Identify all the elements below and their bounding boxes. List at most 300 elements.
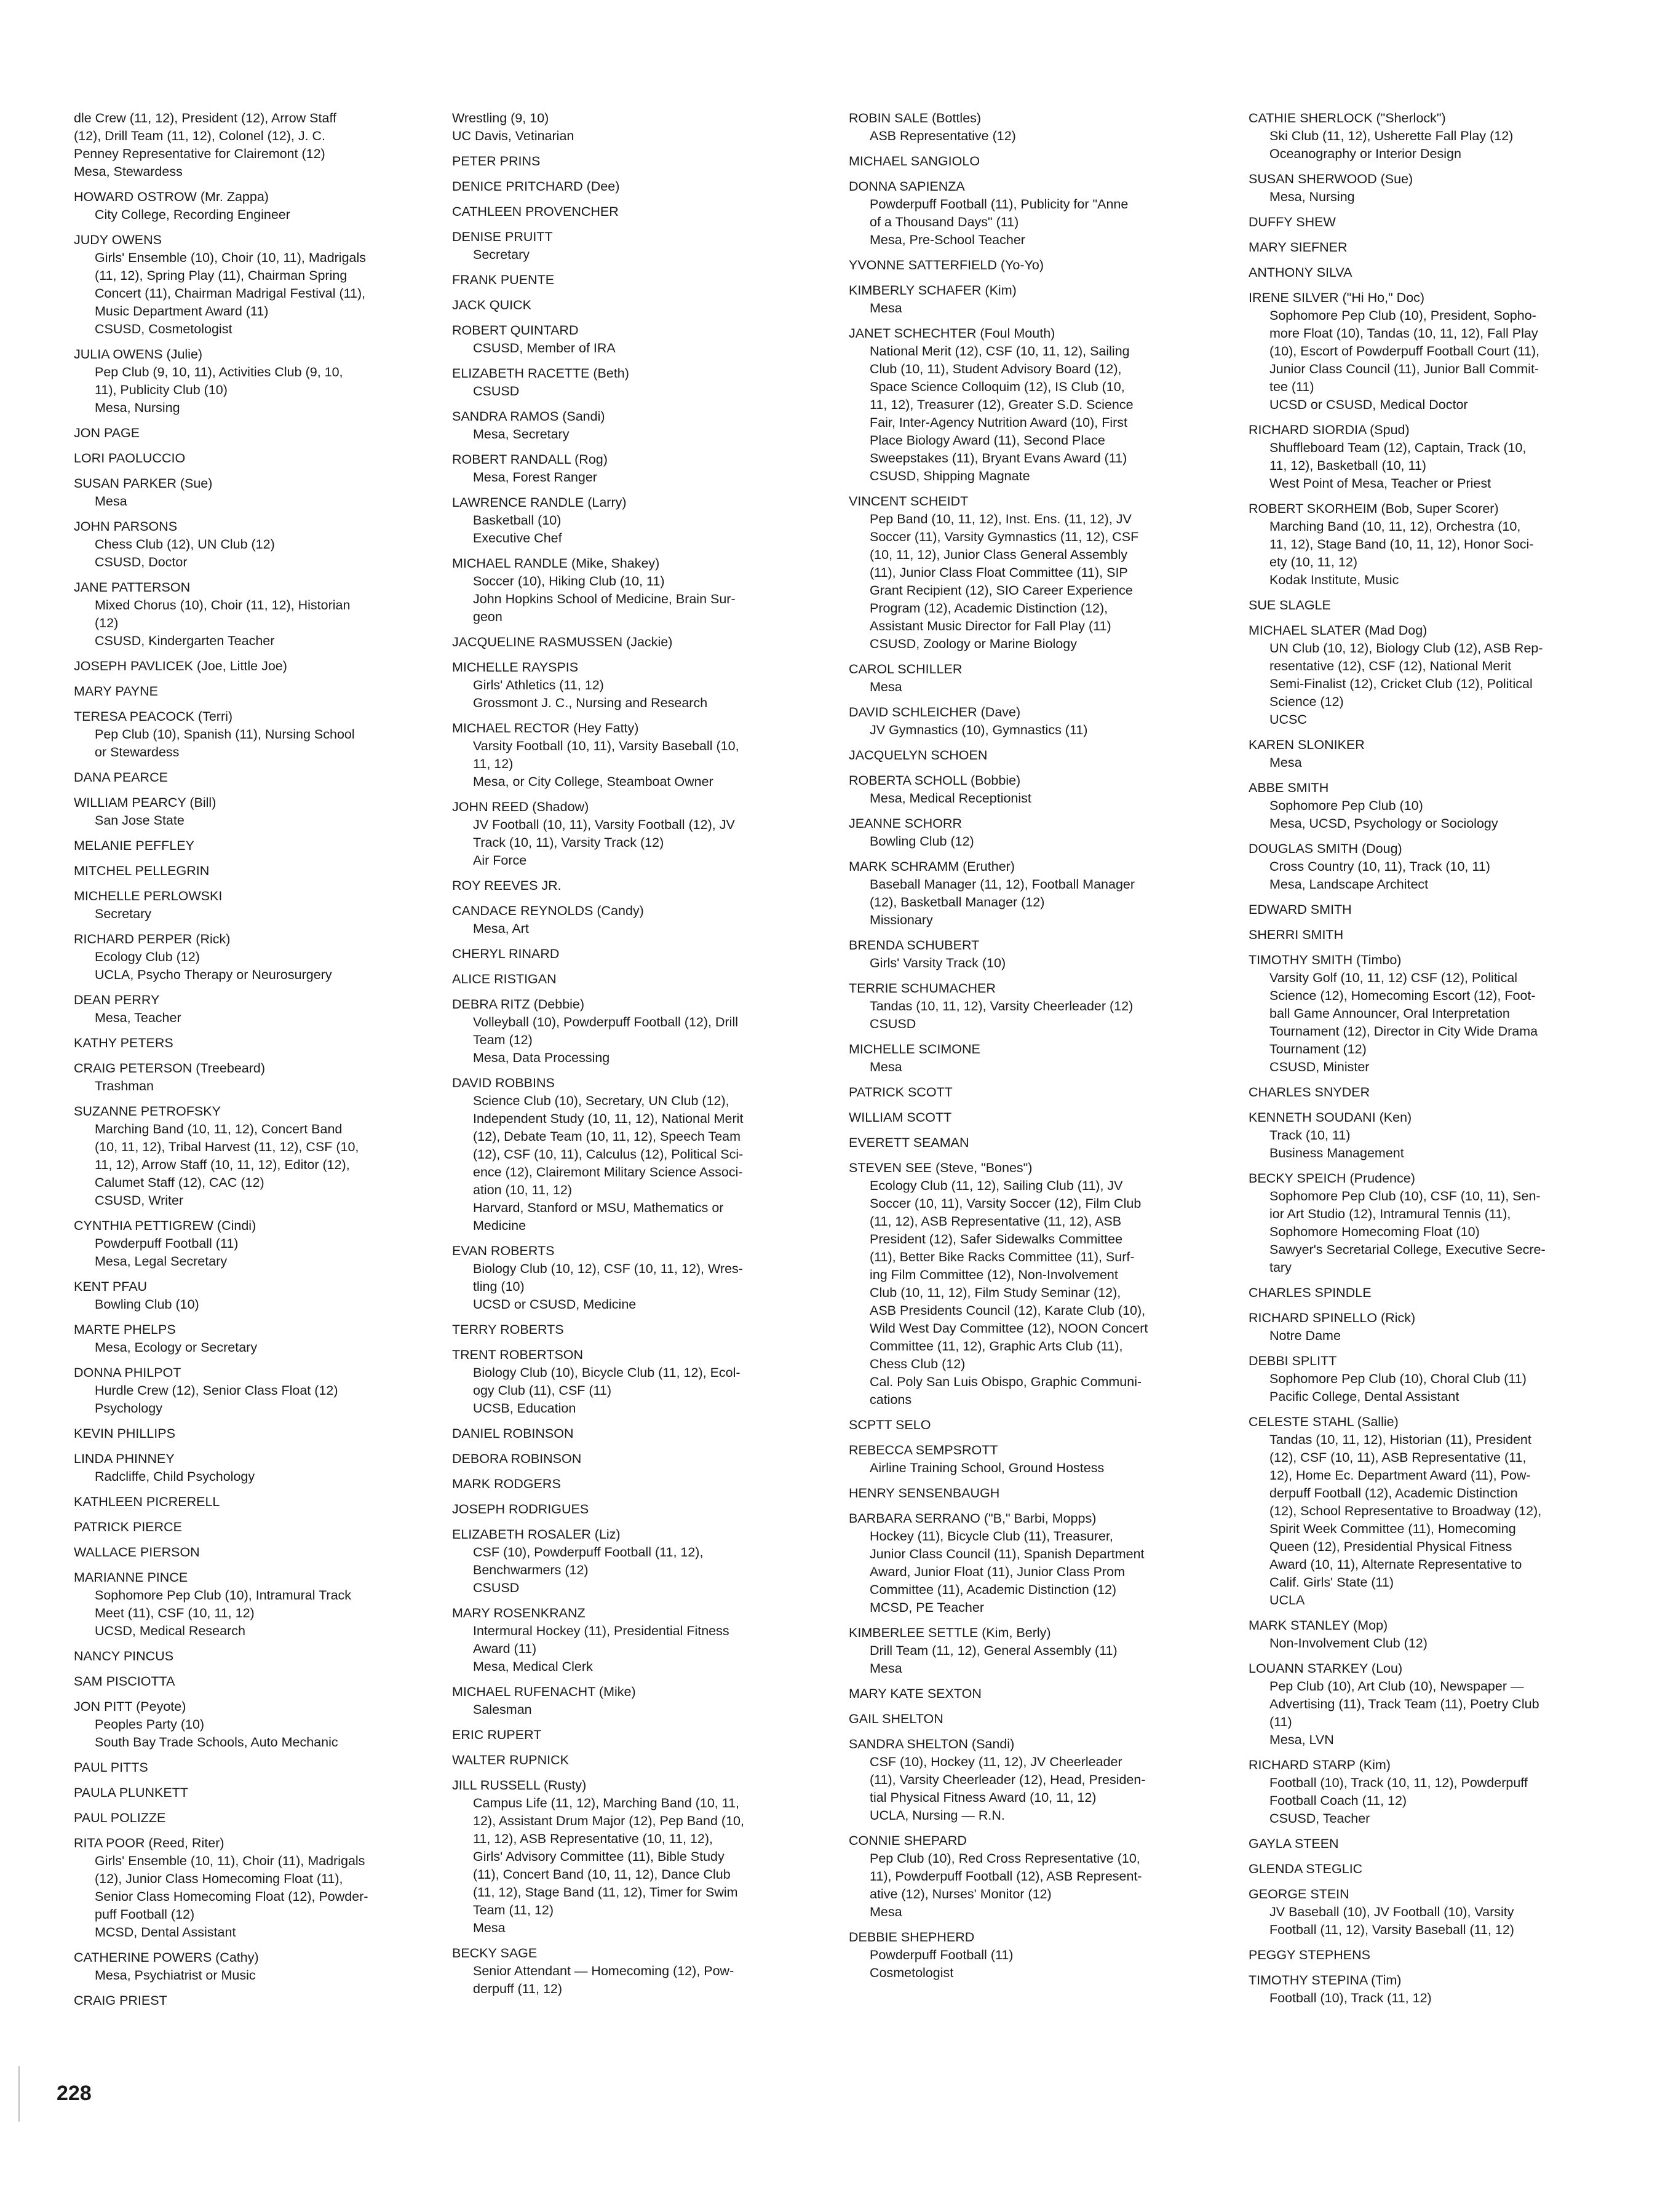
student-name: JANET SCHECHTER (Foul Mouth) xyxy=(849,326,1055,341)
student-entry xyxy=(849,1710,1230,1728)
student-entry xyxy=(1249,1617,1630,1652)
entry-detail-line: Mesa, Teacher xyxy=(95,1010,181,1025)
student-entry xyxy=(849,493,1230,653)
student-entry xyxy=(849,704,1230,739)
student-entry xyxy=(452,1242,833,1314)
entry-detail-line: Mesa, Landscape Architect xyxy=(1269,877,1429,892)
entry-detail-line: puff Football (12) xyxy=(95,1907,195,1922)
entry-detail-line: 11, 12), Stage Band (10, 11, 12), Honor Soci- xyxy=(1269,537,1534,552)
student-name: MARIANNE PINCE xyxy=(74,1570,188,1585)
entry-detail-line: (11, 12), Spring Play (11), Chairman Spring xyxy=(95,268,348,283)
entry-detail-line: CSF (10), Hockey (11, 12), JV Cheerleader xyxy=(870,1754,1122,1769)
entry-detail-line: Sophomore Pep Club (10) xyxy=(1269,798,1423,813)
student-entry xyxy=(849,660,1230,696)
entry-detail-line: Powderpuff Football (11) xyxy=(95,1236,239,1251)
student-name: ROBERTA SCHOLL (Bobbie) xyxy=(849,773,1021,788)
student-entry xyxy=(74,1034,455,1052)
entry-detail-line: Team (12) xyxy=(473,1033,533,1047)
student-entry xyxy=(849,858,1230,929)
entry-detail-line: ior Art Studio (12), Intramural Tennis (11), xyxy=(1269,1207,1511,1221)
student-name: PEGGY STEPHENS xyxy=(1249,1948,1370,1962)
student-name: PAUL POLIZZE xyxy=(74,1810,166,1825)
student-name: MARY PAYNE xyxy=(74,684,159,699)
entry-detail-line: CSUSD, Teacher xyxy=(1269,1811,1370,1826)
continued-entry xyxy=(452,109,833,145)
entry-detail-line: 11, 12) xyxy=(473,756,514,771)
entry-detail-line: Mesa, Data Processing xyxy=(473,1050,610,1065)
entry-detail-line: Sophomore Pep Club (10), CSF (10, 11), Sen- xyxy=(1269,1189,1541,1203)
entry-detail-line: 12), Assistant Drum Major (12), Pep Band (10, xyxy=(473,1814,744,1828)
entry-detail-line: Pep Club (10), Spanish (11), Nursing School xyxy=(95,727,355,742)
entry-detail-line: Pacific College, Dental Assistant xyxy=(1269,1389,1460,1404)
entry-detail-line: Girls' Ensemble (10, 11), Choir (11), Madrigals xyxy=(95,1853,365,1868)
student-entry xyxy=(849,1624,1230,1678)
student-entry xyxy=(74,1425,455,1443)
student-entry xyxy=(849,980,1230,1033)
entry-detail-line: tial Physical Fitness Award (10, 11, 12) xyxy=(870,1790,1097,1805)
student-name: TERRY ROBERTS xyxy=(452,1322,564,1337)
entry-detail-line: Mesa xyxy=(870,1905,902,1919)
student-entry xyxy=(74,1569,455,1640)
entry-detail-line: Mesa, Pre-School Teacher xyxy=(870,232,1025,247)
student-entry xyxy=(452,633,833,651)
entry-detail-line: resentative (12), CSF (12), National Merit xyxy=(1269,659,1512,673)
entry-detail-line: Tandas (10, 11, 12), Historian (11), President xyxy=(1269,1432,1531,1447)
student-name: JOSEPH PAVLICEK (Joe, Little Joe) xyxy=(74,659,287,673)
student-name: BARBARA SERRANO ("B," Barbi, Mopps) xyxy=(849,1511,1097,1526)
entry-detail-line: MCSD, Dental Assistant xyxy=(95,1925,236,1940)
student-name: JACK QUICK xyxy=(452,298,532,312)
entry-detail-line: of a Thousand Days" (11) xyxy=(870,215,1019,229)
student-entry xyxy=(1249,170,1630,206)
student-name: HOWARD OSTROW (Mr. Zappa) xyxy=(74,189,269,204)
student-name: EVERETT SEAMAN xyxy=(849,1135,969,1150)
entry-detail-line: JV Baseball (10), JV Football (10), Varsity xyxy=(1269,1905,1514,1919)
student-entry xyxy=(74,1698,455,1751)
student-name: CATHLEEN PROVENCHER xyxy=(452,204,619,219)
entry-detail-line: Mesa, UCSD, Psychology or Sociology xyxy=(1269,816,1498,831)
entry-detail-line: Chess Club (12), UN Club (12) xyxy=(95,537,275,552)
continued-entry xyxy=(74,109,455,181)
student-entry xyxy=(849,1109,1230,1127)
student-name: CONNIE SHEPARD xyxy=(849,1833,967,1848)
student-entry xyxy=(849,1485,1230,1502)
entry-detail-line: (11), Concert Band (10, 11, 12), Dance Club xyxy=(473,1867,731,1882)
student-name: JULIA OWENS (Julie) xyxy=(74,347,203,362)
student-name: FRANK PUENTE xyxy=(452,272,555,287)
student-name: IRENE SILVER ("Hi Ho," Doc) xyxy=(1249,290,1425,305)
entry-detail-line: MCSD, PE Teacher xyxy=(870,1600,985,1615)
student-name: WILLIAM PEARCY (Bill) xyxy=(74,795,216,810)
entry-detail-line: Football (10), Track (11, 12) xyxy=(1269,1991,1432,2005)
entry-detail-line: UCLA, Nursing — R.N. xyxy=(870,1808,1005,1823)
entry-detail-line: Junior Class Council (11), Junior Ball Commit- xyxy=(1269,362,1539,376)
student-name: MARY ROSENKRANZ xyxy=(452,1606,586,1620)
student-entry xyxy=(452,877,833,895)
student-name: JACQUELINE RASMUSSEN (Jackie) xyxy=(452,635,673,649)
entry-detail-line: Hurdle Crew (12), Senior Class Float (12) xyxy=(95,1383,338,1398)
entry-detail-line: Basketball (10) xyxy=(473,513,562,528)
entry-detail-line: Program (12), Academic Distinction (12), xyxy=(870,601,1108,616)
student-entry xyxy=(74,1450,455,1486)
student-entry xyxy=(74,1493,455,1511)
student-name: MICHELLE SCIMONE xyxy=(849,1042,980,1056)
entry-detail-line: ative (12), Nurses' Monitor (12) xyxy=(870,1887,1052,1901)
entry-detail-line: Football (11, 12), Varsity Baseball (11, 12) xyxy=(1269,1922,1514,1937)
student-name: KENNETH SOUDANI (Ken) xyxy=(1249,1110,1412,1125)
entry-detail-line: Notre Dame xyxy=(1269,1328,1341,1343)
student-name: BECKY SAGE xyxy=(452,1946,538,1960)
student-name: GAIL SHELTON xyxy=(849,1711,943,1726)
entry-detail-line: Biology Club (10, 12), CSF (10, 11, 12), Wres- xyxy=(473,1261,743,1276)
entry-detail-line: Cross Country (10, 11), Track (10, 11) xyxy=(1269,859,1490,874)
student-name: GAYLA STEEN xyxy=(1249,1836,1339,1851)
student-name: RITA POOR (Reed, Riter) xyxy=(74,1836,224,1850)
student-entry xyxy=(452,1726,833,1744)
entry-detail-line: derpuff (11, 12) xyxy=(473,1981,563,1996)
student-name: HENRY SENSENBAUGH xyxy=(849,1486,1000,1500)
entry-detail-line: Mesa xyxy=(1269,755,1302,770)
student-entry xyxy=(452,365,833,400)
entry-detail-line: Assistant Music Director for Fall Play (11) xyxy=(870,619,1111,633)
entry-detail-line: Missionary xyxy=(870,913,933,927)
entry-detail-line: Track (10, 11) xyxy=(1269,1128,1351,1143)
student-name: JOHN PARSONS xyxy=(74,519,178,534)
entry-detail-line: Mesa xyxy=(870,301,902,315)
student-name: CYNTHIA PETTIGREW (Cindi) xyxy=(74,1218,256,1233)
student-name: MARY SIEFNER xyxy=(1249,240,1348,255)
entry-detail-line: Mesa, Stewardess xyxy=(74,164,183,179)
student-name: REBECCA SEMPSROTT xyxy=(849,1443,998,1457)
entry-detail-line: Baseball Manager (11, 12), Football Manager xyxy=(870,877,1135,892)
entry-detail-line: JV Gymnastics (10), Gymnastics (11) xyxy=(870,723,1088,737)
student-entry xyxy=(452,1425,833,1443)
student-name: PAUL PITTS xyxy=(74,1760,148,1775)
student-name: CHERYL RINARD xyxy=(452,946,560,961)
student-name: JEANNE SCHORR xyxy=(849,816,962,831)
directory-column-3 xyxy=(849,109,1230,1989)
student-name: MELANIE PEFFLEY xyxy=(74,838,194,853)
entry-detail-line: Sophomore Pep Club (10), Intramural Track xyxy=(95,1588,352,1603)
student-entry xyxy=(1249,1660,1630,1749)
student-entry xyxy=(849,1084,1230,1101)
student-entry xyxy=(74,1103,455,1210)
student-entry xyxy=(452,153,833,170)
student-entry xyxy=(849,1685,1230,1703)
student-entry xyxy=(74,1647,455,1665)
student-name: MITCHEL PELLEGRIN xyxy=(74,863,210,878)
entry-detail-line: Mesa, Medical Clerk xyxy=(473,1659,593,1674)
student-entry xyxy=(74,1217,455,1271)
student-entry xyxy=(849,178,1230,249)
student-entry xyxy=(849,1735,1230,1825)
entry-detail-line: Medicine xyxy=(473,1218,526,1233)
student-name: DONNA SAPIENZA xyxy=(849,179,965,194)
student-entry xyxy=(1249,421,1630,493)
student-name: MICHAEL SLATER (Mad Dog) xyxy=(1249,623,1428,638)
student-entry xyxy=(452,1500,833,1518)
student-name: RICHARD STARP (Kim) xyxy=(1249,1758,1391,1772)
student-entry xyxy=(452,322,833,357)
entry-detail-line: Space Science Colloquim (12), IS Club (10, xyxy=(870,379,1125,394)
entry-detail-line: Science (12) xyxy=(1269,694,1344,709)
student-entry xyxy=(452,1526,833,1597)
student-name: DEBRA RITZ (Debbie) xyxy=(452,997,585,1012)
student-name: KATHY PETERS xyxy=(74,1036,173,1050)
entry-detail-line: Senior Class Homecoming Float (12), Powder- xyxy=(95,1889,368,1904)
student-entry xyxy=(1249,1170,1630,1277)
student-name: SUZANNE PETROFSKY xyxy=(74,1104,221,1119)
entry-detail-line: Business Management xyxy=(1269,1146,1404,1160)
entry-detail-line: Mesa xyxy=(473,1921,506,1935)
student-name: CRAIG PETERSON (Treebeard) xyxy=(74,1061,266,1076)
student-entry xyxy=(74,1949,455,1984)
student-entry xyxy=(452,659,833,712)
entry-detail-line: (11), Better Bike Racks Committee (11), Surf- xyxy=(870,1250,1135,1264)
student-name: BECKY SPEICH (Prudence) xyxy=(1249,1171,1415,1186)
student-entry xyxy=(849,937,1230,972)
student-entry xyxy=(452,996,833,1067)
entry-detail-line: Secretary xyxy=(473,247,530,262)
entry-detail-line: Mesa xyxy=(95,494,127,509)
student-entry xyxy=(74,424,455,442)
student-entry xyxy=(849,1441,1230,1477)
entry-detail-line: ASB Representative (12) xyxy=(870,129,1016,143)
student-entry xyxy=(1249,1109,1630,1162)
entry-detail-line: Varsity Football (10, 11), Varsity Baseball (10, xyxy=(473,739,739,753)
entry-detail-line: CSUSD, Shipping Magnate xyxy=(870,469,1030,483)
student-name: LORI PAOLUCCIO xyxy=(74,451,186,466)
student-name: DENICE PRITCHARD (Dee) xyxy=(452,179,620,194)
student-name: PATRICK SCOTT xyxy=(849,1085,953,1100)
entry-detail-line: Science (12), Homecoming Escort (12), Foot- xyxy=(1269,988,1536,1003)
student-name: MICHELLE PERLOWSKI xyxy=(74,889,223,903)
entry-detail-line: (11, 12), ASB Representative (11, 12), ASB xyxy=(870,1214,1122,1229)
student-entry xyxy=(1249,926,1630,944)
student-entry xyxy=(452,1475,833,1493)
student-name: RICHARD SPINELLO (Rick) xyxy=(1249,1310,1416,1325)
student-entry xyxy=(849,1510,1230,1617)
student-name: SCPTT SELO xyxy=(849,1417,931,1432)
entry-detail-line: CSUSD, Member of IRA xyxy=(473,341,616,355)
entry-detail-line: ogy Club (11), CSF (11) xyxy=(473,1383,612,1398)
student-entry xyxy=(74,1321,455,1357)
entry-detail-line: Mesa, Art xyxy=(473,921,529,936)
student-name: TERESA PEACOCK (Terri) xyxy=(74,709,233,724)
page-number: 228 xyxy=(57,2082,92,2105)
entry-detail-line: Spirit Week Committee (11), Homecoming xyxy=(1269,1521,1516,1536)
entry-detail-line: ing Film Committee (12), Non-Involvement xyxy=(870,1267,1118,1282)
student-entry xyxy=(452,296,833,314)
entry-detail-line: UCLA, Psycho Therapy or Neurosurgery xyxy=(95,967,332,982)
entry-detail-line: JV Football (10, 11), Varsity Football (12), JV xyxy=(473,817,735,832)
entry-detail-line: 11), Powderpuff Football (12), ASB Represent- xyxy=(870,1869,1142,1884)
student-entry xyxy=(74,887,455,923)
entry-detail-line: Fair, Inter-Agency Nutrition Award (10), First xyxy=(870,415,1127,430)
margin-rule xyxy=(18,2066,20,2122)
entry-detail-line: Cal. Poly San Luis Obispo, Graphic Communi- xyxy=(870,1374,1142,1389)
entry-detail-line: Advertising (11), Track Team (11), Poetry Club xyxy=(1269,1697,1539,1711)
entry-detail-line: Wrestling (9, 10) xyxy=(452,111,549,125)
student-entry xyxy=(1249,109,1630,163)
student-name: MICHAEL RUFENACHT (Mike) xyxy=(452,1684,636,1699)
student-name: JOSEPH RODRIGUES xyxy=(452,1502,589,1516)
entry-detail-line: Girls' Varsity Track (10) xyxy=(870,956,1006,970)
student-entry xyxy=(1249,264,1630,282)
student-name: JACQUELYN SCHOEN xyxy=(849,748,988,763)
student-name: DOUGLAS SMITH (Doug) xyxy=(1249,841,1402,856)
entry-detail-line: Airline Training School, Ground Hostess xyxy=(870,1461,1105,1475)
entry-detail-line: Committee (11), Academic Distinction (12) xyxy=(870,1582,1117,1597)
student-name: ABBE SMITH xyxy=(1249,780,1329,795)
entry-detail-line: (10, 11, 12), Tribal Harvest (11, 12), CSF (10, xyxy=(95,1140,359,1154)
entry-detail-line: Oceanography or Interior Design xyxy=(1269,146,1461,161)
student-name: KAREN SLONIKER xyxy=(1249,737,1365,752)
student-name: ELIZABETH RACETTE (Beth) xyxy=(452,366,629,381)
entry-detail-line: Ecology Club (12) xyxy=(95,949,200,964)
student-name: DAVID ROBBINS xyxy=(452,1076,555,1090)
entry-detail-line: Junior Class Council (11), Spanish Department xyxy=(870,1547,1145,1561)
entry-detail-line: Mesa, Forest Ranger xyxy=(473,470,597,485)
entry-detail-line: Sophomore Pep Club (10), Choral Club (11) xyxy=(1269,1371,1527,1386)
student-name: SANDRA RAMOS (Sandi) xyxy=(452,409,605,424)
entry-detail-line: Science Club (10), Secretary, UN Club (12), xyxy=(473,1093,729,1108)
student-name: SHERRI SMITH xyxy=(1249,927,1344,942)
entry-detail-line: Sweepstakes (11), Bryant Evans Award (11) xyxy=(870,451,1127,466)
entry-detail-line: (10, 11, 12), Junior Class General Assembly xyxy=(870,547,1128,562)
entry-detail-line: cations xyxy=(870,1392,912,1407)
entry-detail-line: Track (10, 11), Varsity Track (12) xyxy=(473,835,664,850)
student-entry xyxy=(849,772,1230,807)
student-name: CHARLES SNYDER xyxy=(1249,1085,1370,1100)
entry-detail-line: ence (12), Clairemont Military Science Associ- xyxy=(473,1165,743,1179)
student-entry xyxy=(849,1416,1230,1434)
entry-detail-line: Concert (11), Chairman Madrigal Festival (11), xyxy=(95,286,366,301)
entry-detail-line: Grossmont J. C., Nursing and Research xyxy=(473,696,708,710)
entry-detail-line: Pep Club (10), Art Club (10), Newspaper — xyxy=(1269,1679,1524,1694)
entry-detail-line: 11, 12), Arrow Staff (10, 11, 12), Editor (12), xyxy=(95,1157,350,1172)
entry-detail-line: UC Davis, Vetinarian xyxy=(452,129,574,143)
student-name: DEBBIE SHEPHERD xyxy=(849,1930,975,1944)
student-entry xyxy=(849,1134,1230,1152)
entry-detail-line: Committee (11, 12), Graphic Arts Club (11), xyxy=(870,1339,1123,1354)
entry-detail-line: CSUSD xyxy=(473,384,520,398)
student-name: MARK STANLEY (Mop) xyxy=(1249,1618,1388,1633)
entry-detail-line: Powderpuff Football (11), Publicity for "Anne xyxy=(870,197,1129,212)
entry-detail-line: CSUSD, Minister xyxy=(1269,1060,1370,1074)
student-entry xyxy=(74,657,455,675)
entry-detail-line: West Point of Mesa, Teacher or Priest xyxy=(1269,476,1491,491)
student-name: RICHARD SIORDIA (Spud) xyxy=(1249,422,1410,437)
entry-detail-line: Girls' Advisory Committee (11), Bible Study xyxy=(473,1849,725,1864)
student-entry xyxy=(452,203,833,221)
entry-detail-line: Girls' Ensemble (10), Choir (10, 11), Madrigals xyxy=(95,250,367,265)
student-name: JUDY OWENS xyxy=(74,232,162,247)
student-name: CHARLES SPINDLE xyxy=(1249,1285,1372,1300)
entry-detail-line: CSUSD, Writer xyxy=(95,1193,184,1208)
student-name: JON PAGE xyxy=(74,426,140,440)
entry-detail-line: Mesa, Psychiatrist or Music xyxy=(95,1968,256,1983)
student-entry xyxy=(74,683,455,700)
student-entry xyxy=(452,1321,833,1339)
entry-detail-line: dle Crew (11, 12), President (12), Arrow Staff xyxy=(74,111,336,125)
entry-detail-line: Soccer (10, 11), Varsity Soccer (12), Film Club xyxy=(870,1196,1142,1211)
student-name: MARY KATE SEXTON xyxy=(849,1686,982,1701)
student-name: CATHERINE POWERS (Cathy) xyxy=(74,1950,259,1965)
entry-detail-line: Mesa, Ecology or Secretary xyxy=(95,1340,258,1355)
student-name: KATHLEEN PICRERELL xyxy=(74,1494,220,1509)
entry-detail-line: Sophomore Pep Club (10), President, Sopho- xyxy=(1269,308,1536,323)
entry-detail-line: (12), School Representative to Broadway (12), xyxy=(1269,1504,1542,1518)
student-entry xyxy=(74,837,455,855)
entry-detail-line: Penney Representative for Clairemont (12) xyxy=(74,146,325,161)
student-name: BRENDA SCHUBERT xyxy=(849,938,980,953)
student-name: DENISE PRUITT xyxy=(452,229,553,244)
student-name: SUSAN SHERWOOD (Sue) xyxy=(1249,172,1413,186)
student-name: GEORGE STEIN xyxy=(1249,1887,1349,1901)
student-name: KEVIN PHILLIPS xyxy=(74,1426,175,1441)
entry-detail-line: Football Coach (11, 12) xyxy=(1269,1793,1407,1808)
student-entry xyxy=(1249,1835,1630,1853)
entry-detail-line: (11), Varsity Cheerleader (12), Head, Presiden- xyxy=(870,1772,1146,1787)
entry-detail-line: Mesa, Nursing xyxy=(95,400,180,415)
student-entry xyxy=(452,1604,833,1676)
student-name: CAROL SCHILLER xyxy=(849,662,963,676)
entry-detail-line: (12), Basketball Manager (12) xyxy=(870,895,1045,910)
entry-detail-line: Ski Club (11, 12), Usherette Fall Play (12) xyxy=(1269,129,1514,143)
entry-detail-line: Team (11, 12) xyxy=(473,1903,554,1917)
entry-detail-line: Sawyer's Secretarial College, Executive Secre- xyxy=(1269,1242,1546,1257)
entry-detail-line: Meet (11), CSF (10, 11, 12) xyxy=(95,1606,255,1620)
entry-detail-line: CSUSD xyxy=(473,1580,520,1595)
student-name: TRENT ROBERTSON xyxy=(452,1347,584,1362)
student-name: DEAN PERRY xyxy=(74,993,160,1007)
student-entry xyxy=(74,1544,455,1561)
entry-detail-line: 12), Home Ec. Department Award (11), Pow- xyxy=(1269,1468,1531,1483)
student-name: GLENDA STEGLIC xyxy=(1249,1861,1363,1876)
student-entry xyxy=(1249,289,1630,414)
student-name: MICHELLE RAYSPIS xyxy=(452,660,579,675)
student-entry xyxy=(74,1784,455,1802)
entry-detail-line: Award, Junior Float (11), Junior Class Prom xyxy=(870,1564,1126,1579)
student-entry xyxy=(849,1041,1230,1076)
entry-detail-line: Calif. Girls' State (11) xyxy=(1269,1575,1394,1590)
student-entry xyxy=(74,991,455,1027)
student-name: LINDA PHINNEY xyxy=(74,1451,175,1466)
student-entry xyxy=(849,1929,1230,1982)
entry-detail-line: Mesa, Legal Secretary xyxy=(95,1254,228,1269)
entry-detail-line: Marching Band (10, 11, 12), Orchestra (10, xyxy=(1269,519,1521,534)
student-name: PETER PRINS xyxy=(452,154,541,168)
entry-detail-line: Powderpuff Football (11) xyxy=(870,1948,1014,1962)
student-entry xyxy=(849,256,1230,274)
student-entry xyxy=(1249,736,1630,772)
entry-detail-line: Varsity Golf (10, 11, 12) CSF (12), Political xyxy=(1269,970,1518,985)
entry-detail-line: Senior Attendant — Homecoming (12), Pow- xyxy=(473,1964,734,1978)
student-entry xyxy=(74,188,455,224)
student-entry xyxy=(849,815,1230,850)
student-name: JON PITT (Peyote) xyxy=(74,1699,186,1714)
entry-detail-line: 11, 12), ASB Representative (10, 11, 12), xyxy=(473,1831,713,1846)
student-name: NANCY PINCUS xyxy=(74,1649,174,1663)
entry-detail-line: Sophomore Homecoming Float (10) xyxy=(1269,1224,1480,1239)
student-entry xyxy=(452,494,833,547)
entry-detail-line: Drill Team (11, 12), General Assembly (11) xyxy=(870,1643,1118,1658)
student-entry xyxy=(74,1992,455,2010)
student-name: MICHAEL RANDLE (Mike, Shakey) xyxy=(452,556,660,571)
entry-detail-line: Non-Involvement Club (12) xyxy=(1269,1636,1428,1651)
student-name: PATRICK PIERCE xyxy=(74,1520,183,1534)
